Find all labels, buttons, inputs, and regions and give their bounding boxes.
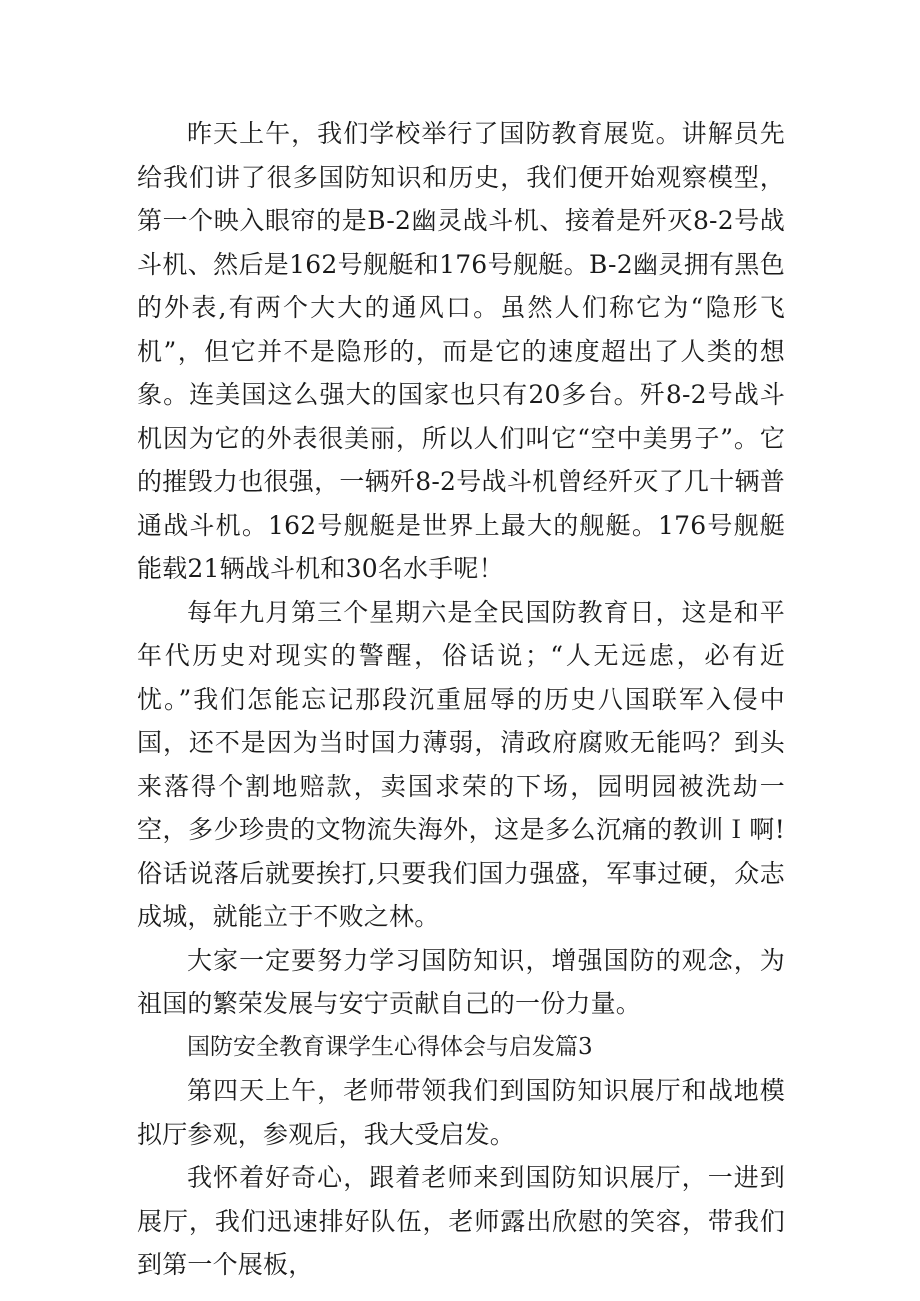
paragraph-exhibition: 昨天上午，我们学校举行了国防教育展览。讲解员先给我们讲了很多国防知识和历史，我们便开始观察模型，第一个映入眼帘的是B-2幽灵战斗机、接着是歼灭8-2号战斗机、然后是162号舰艇和176号舰艇。B-2幽灵拥有黑色的外表,有两个大大的通风口。虽然人们称它为“隐形飞机”，但它并不是隐形的，而是它的速度超出了人类的想象。连美国这么强大的国家也只有20多台。歼8-2号战斗机因为它的外表很美丽，所以人们叫它“空中美男子”。它的摧毁力也很强，一辆歼8-2号战斗机曾经歼灭了几十辆普通战斗机。162号舰艇是世界上最大的舰艇。176号舰艇能载21辆战斗机和30名水手呢！ (137, 119, 785, 583)
paragraph-defense-day: 每年九月第三个星期六是全民国防教育日，这是和平年代历史对现实的警醒，俗话说；“人无远虑，必有近忧。”我们怎能忘记那段沉重屈辱的历史八国联军入侵中国，还不是因为当时国力薄弱，清政府腐败无能吗？到头来落得个割地赔款，卖国求荣的下场，园明园被洗劫一空，多少珍贵的文物流失海外，这是多么沉痛的教训Ｉ啊!俗话说落后就要挨打,只要我们国力强盛，军事过硬，众志成城，就能立于不败之林。 (137, 597, 785, 931)
section-heading: 国防安全教育课学生心得体会与启发篇3 (187, 1033, 593, 1060)
paragraph-exhibition-hall: 我怀着好奇心，跟着老师来到国防知识展厅，一进到展厅，我们迅速排好队伍，老师露出欣慰的笑容，带我们到第一个展板， (137, 1163, 785, 1279)
paragraph-call-to-action: 大家一定要努力学习国防知识，增强国防的观念，为祖国的繁荣发展与安宁贡献自己的一份力量。 (137, 945, 785, 1018)
paragraph-visit: 第四天上午，老师带领我们到国防知识展厅和战地模拟厅参观，参观后，我大受启发。 (137, 1076, 785, 1149)
document-page (137, 112, 785, 1287)
